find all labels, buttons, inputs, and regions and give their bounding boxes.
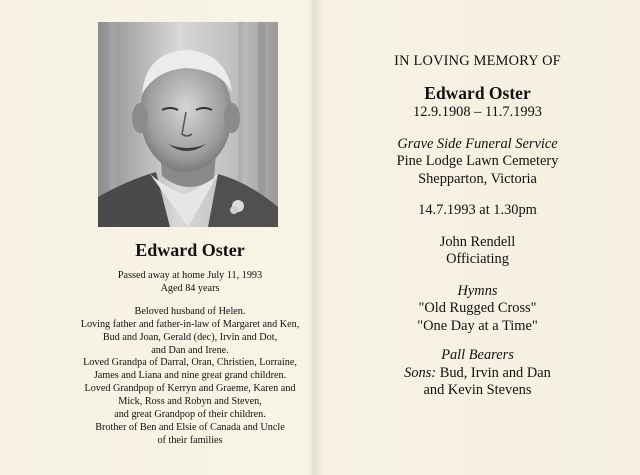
tribute-line: James and Liana and nine great grand children. [93,370,287,382]
family-tribute [40,306,340,448]
service-location-2: Shepparton, Victoria [418,170,537,187]
right-panel-text [315,52,640,400]
service-title: Grave Side Funeral Service [397,135,558,152]
service-location-1: Pine Lodge Lawn Cemetery [396,153,559,169]
hymn-1: "Old Rugged Cross" [418,300,537,316]
hymns-heading: Hymns [457,282,498,299]
hymn-2: "One Day at a Time" [417,317,538,334]
life-dates: 12.9.1908 – 11.7.1993 [413,104,542,120]
deceased-name-left: Edward Oster [135,240,245,260]
pallbearers-heading: Pall Bearers [441,347,514,363]
age-line: Aged 84 years [160,282,220,294]
sons-label: Sons: [404,364,437,381]
passed-away-block [40,270,340,296]
portrait-photo [98,22,278,227]
pallbearers-sons-line [315,365,640,383]
tribute-line: Loved Grandpa of Darral, Oran, Christien, Lorraine, [83,357,297,369]
tribute-line: and great Grandpop of their children. [114,409,266,421]
tribute-line: Brother of Ben and Elsie of Canada and Uncle [95,421,285,433]
sons-names: Bud, Irvin and Dan [436,364,551,381]
passed-line: Passed away at home July 11, 1993 [117,270,263,281]
tribute-line: Beloved husband of Helen. [134,305,246,317]
pallbearers-extra: and Kevin Stevens [423,382,532,398]
tribute-line: and Dan and Irene. [151,344,229,356]
memorial-heading: IN LOVING MEMORY OF [394,53,561,69]
deceased-name-right: Edward Oster [424,83,531,103]
tribute-line: of their families [157,434,223,446]
service-datetime: 14.7.1993 at 1.30pm [418,202,537,218]
portrait-illustration [98,22,278,227]
tribute-line: Loving father and father-in-law of Margaret and Ken, [80,318,300,330]
tribute-line: Mick, Ross and Robyn and Steven, [118,396,262,408]
left-panel-text [40,238,340,448]
officiant-name: John Rendell [439,233,516,250]
officiating-label: Officiating [446,251,509,267]
tribute-line: Bud and Joan, Gerald (dec), Irvin and Dot, [102,331,278,343]
tribute-line: Loved Grandpop of Kerryn and Graeme, Karen and [84,383,296,395]
